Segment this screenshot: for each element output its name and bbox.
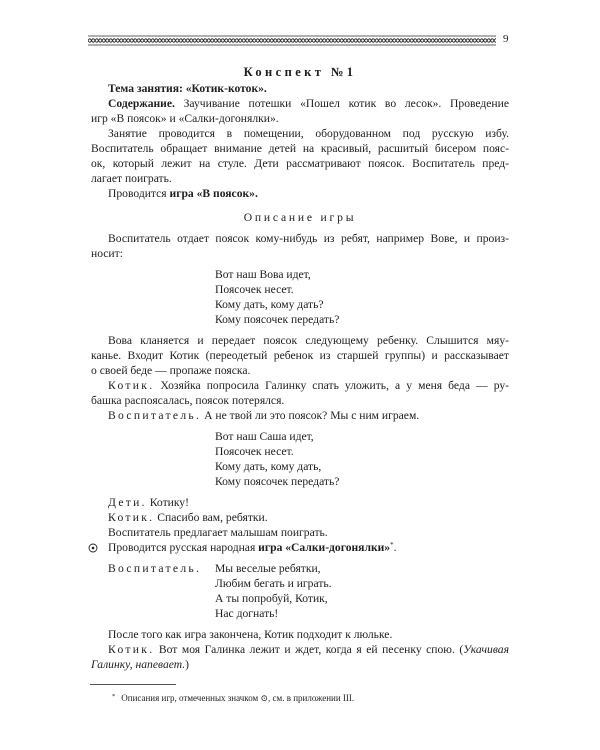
game2-name: игра «Салки-догонялки» [258, 541, 391, 554]
page-number: 9 [503, 33, 509, 45]
footnote-text: Описания игр, отмеченных значком ⊙, см. в приложении III. [121, 693, 355, 703]
content-line-2: игр «В поясок» и «Салки-догонялки». [91, 112, 279, 125]
section-heading: Описание игры [243, 211, 357, 224]
stage-direction: Галинку, напевает. [91, 658, 186, 671]
synopsis-title: Конспект №1 [243, 65, 357, 79]
narration-line: о своей беде — пропаже пояска. [91, 364, 251, 377]
narration-line: канье. Входит Котик (переодетый ребенок из старшей группы) и рассказывает [91, 349, 509, 362]
kitten-thanks-line [91, 510, 509, 525]
teacher-question: А не твой ли это поясок? Мы с ним играем. [201, 409, 420, 422]
footnote-separator [90, 684, 176, 685]
stage-direction-line [91, 657, 509, 672]
speaker-teacher: Воспитатель. [108, 409, 202, 422]
verse-line: А ты попробуй, Котик, [215, 592, 328, 605]
kitten-speech-line [91, 378, 509, 393]
content-line [91, 96, 509, 111]
teacher-song-line [91, 561, 509, 576]
description-line: Воспитатель отдает поясок кому-нибудь из ребят, например Вове, и произ- [108, 232, 509, 245]
after-game-line: После того как игра закончена, Котик подходит к люльке. [108, 628, 393, 641]
text-body [91, 81, 509, 672]
verse-line: Поясочек несет. [215, 283, 294, 296]
speaker-kitten: Котик. [108, 379, 155, 392]
speaker-children: Дети. [108, 496, 147, 509]
speaker-kitten: Котик. [108, 643, 155, 656]
ornament-band [88, 37, 496, 44]
speaker-kitten: Котик. [108, 511, 155, 524]
teacher-speech-line [91, 408, 509, 423]
verse-line: Вот наш Вова идет, [215, 268, 311, 281]
content-text: Заучивание потешки «Пошел котик во лесок». Проведение [174, 97, 509, 110]
kitten-speech: Хозяйка попросила Галинку спать уложить, а у меня беда — ру- [154, 379, 509, 392]
kitten-speech-line-2: башка распоясалась, поясок потерялся. [91, 394, 285, 407]
verse-line: Кому поясочек передать? [215, 475, 340, 488]
kitten-thanks: Спасибо вам, ребятки. [154, 511, 268, 524]
circled-dot-icon [88, 543, 98, 553]
setting-line: Воспитатель обращает внимание детей на красивый, расшитый бисером пояс- [91, 142, 509, 155]
topic-line [91, 81, 509, 96]
footnote [112, 693, 354, 705]
verse-line: Любим бегать и играть. [215, 577, 332, 590]
verse-line: Вот наш Саша идет, [215, 430, 314, 443]
verse-line: Кому дать, кому дать, [215, 460, 322, 473]
ornament-border [88, 35, 496, 46]
footnote-reference: * [390, 541, 394, 549]
game-intro-name: игра «В поясок». [169, 187, 258, 200]
content-label: Содержание. [108, 97, 175, 110]
game-intro-line [91, 186, 509, 201]
children-speech-line [91, 495, 509, 510]
verse-line: Поясочек несет. [215, 445, 294, 458]
game2-prefix: Проводится русская народная [108, 541, 259, 554]
narration-line: Вова кланяется и передает поясок следующему ребенку. Слышится мяу- [108, 334, 509, 347]
verse-line: Мы веселые ребятки, [215, 562, 321, 575]
stage-direction-close: ) [185, 658, 190, 671]
game-intro-prefix: Проводится [108, 187, 170, 200]
kitten-final-line [91, 642, 509, 657]
setting-line: ок, который лежит на стуле. Дети рассматривают поясок. Воспитатель пред- [91, 157, 509, 170]
game2-line [91, 540, 509, 555]
verse-line: Кому дать, кому дать? [215, 298, 324, 311]
speaker-teacher: Воспитатель. [108, 562, 202, 575]
children-reply: Котику! [146, 496, 189, 509]
setting-line: лагает поиграть. [91, 172, 172, 185]
footnote-mark: * [112, 693, 116, 700]
teacher-offer-line: Воспитатель предлагает малышам поиграть. [108, 526, 328, 539]
kitten-final: Вот моя Галинка лежит и ждет, когда я ей песенку спою. ( [154, 643, 464, 656]
verse-line: Нас догнать! [215, 607, 279, 620]
description-line: носит: [91, 247, 123, 260]
lesson-topic: Тема занятия: «Котик-коток». [108, 82, 267, 95]
verse-line: Кому поясочек передать? [215, 313, 340, 326]
setting-line: Занятие проводится в помещении, оборудованном под русскую избу. [108, 127, 509, 140]
game2-suffix: . [393, 541, 397, 554]
stage-direction: Укачивая [463, 643, 509, 656]
